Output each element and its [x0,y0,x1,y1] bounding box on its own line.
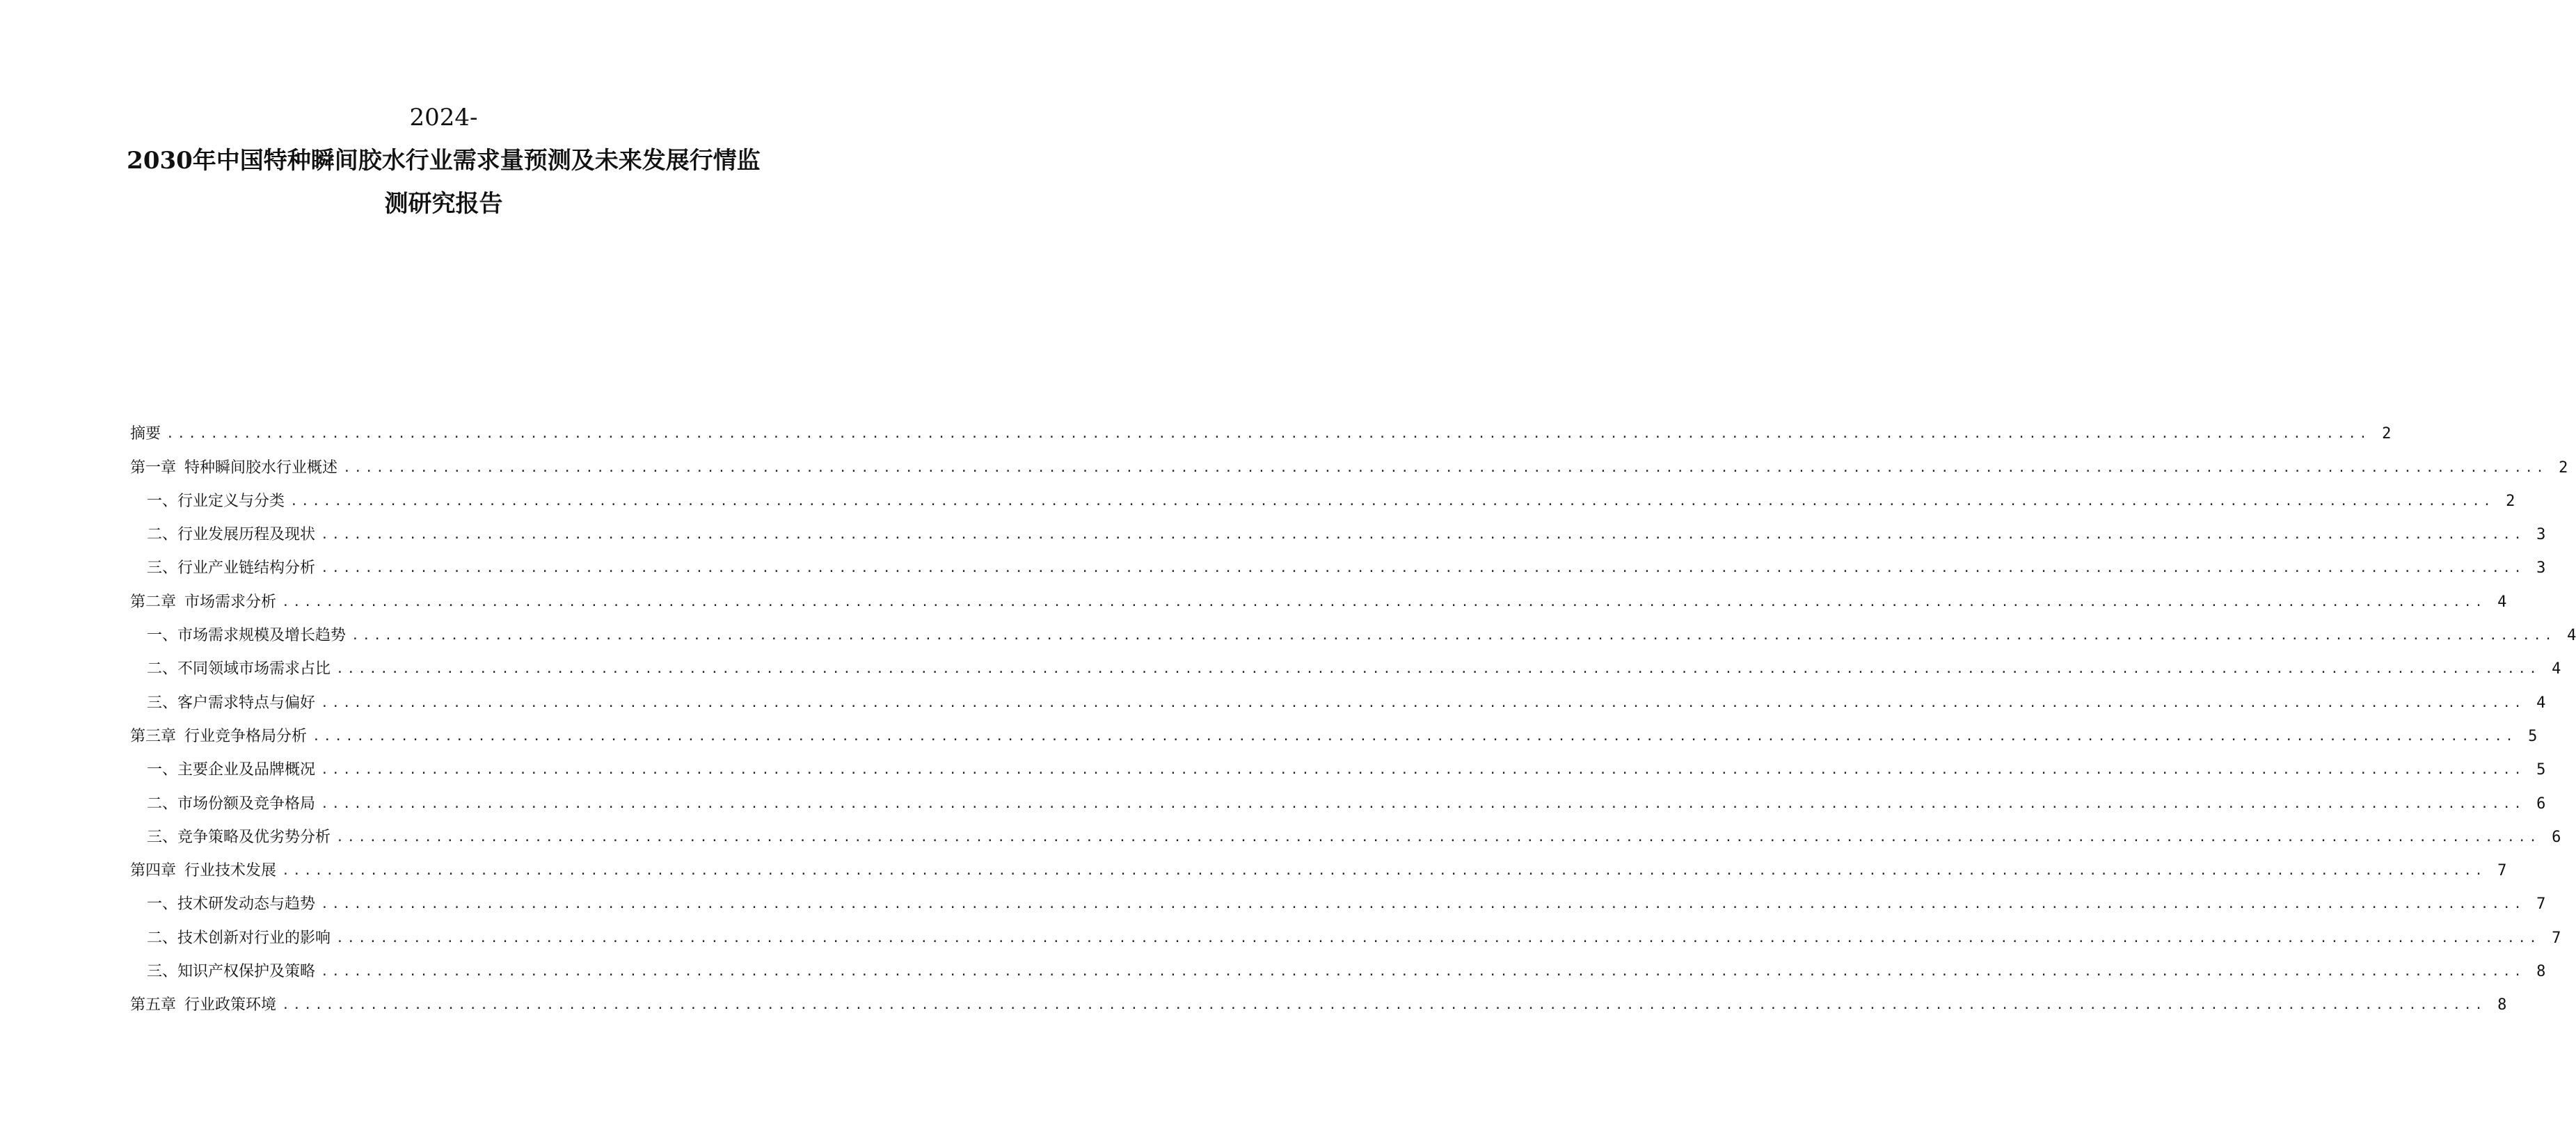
toc-dot-leader: ........................................................................................................................................................................................................ [282,863,2486,879]
toc-page-number: 6 [2536,795,2546,813]
toc-dot-leader: ........................................................................................................................................................................................................ [336,662,2541,677]
toc-dot-leader: ........................................................................................................................................................................................................ [321,527,2525,543]
toc-page-number: 5 [2528,727,2538,745]
toc-section-number: 二、 [147,660,178,678]
toc-entry[interactable] [130,949,2546,982]
toc-dot-leader: ........................................................................................................................................................................................................ [321,964,2525,980]
toc-chapter-number: 第四章 [130,862,177,880]
toc-entry[interactable] [130,512,2546,545]
document-title [0,96,887,225]
toc-entry[interactable] [130,680,2546,713]
toc-entry-label: 竞争策略及优劣势分析 [177,828,331,846]
toc-page-number: 3 [2536,559,2546,577]
toc-dot-leader: ........................................................................................................................................................................................................ [321,796,2525,811]
toc-entry[interactable] [130,747,2546,781]
toc-section-number: 二、 [147,795,178,813]
toc-entry-label: 行业发展历程及现状 [177,526,316,544]
toc-entry-label: 行业竞争格局分析 [184,727,308,745]
toc-dot-leader: ........................................................................................................................................................................................................ [290,493,2495,509]
toc-entry[interactable] [130,545,2546,579]
toc-section-number: 三、 [147,694,178,712]
toc-entry-label: 技术研发动态与趋势 [177,895,316,914]
toc-entry[interactable] [130,882,2546,915]
toc-entry[interactable] [130,445,2568,478]
toc-section-number: 三、 [147,963,178,981]
toc-page-number: 4 [2567,627,2576,645]
toc-dot-leader: ........................................................................................................................................................................................................ [312,728,2517,744]
toc-dot-leader: ........................................................................................................................................................................................................ [282,594,2486,609]
toc-section-number: 二、 [147,526,178,544]
toc-section-number: 一、 [147,895,178,914]
toc-entry-label: 市场需求规模及增长趋势 [177,627,347,645]
toc-entry[interactable] [130,915,2561,948]
toc-page-number: 6 [2552,828,2561,846]
toc-entry-label: 不同领域市场需求占比 [177,660,331,678]
title-line-1: 2024- [409,104,478,131]
toc-entry[interactable] [130,714,2538,747]
toc-entry[interactable] [130,781,2546,814]
toc-entry-label: 客户需求特点与偏好 [177,694,316,712]
toc-section-number: 三、 [147,828,178,846]
toc-page-number: 8 [2497,996,2507,1014]
toc-entry-label: 行业产业链结构分析 [177,559,316,577]
toc-entry-label: 特种瞬间胶水行业概述 [184,459,338,477]
toc-entry[interactable] [130,982,2507,1016]
toc-entry[interactable] [130,479,2515,512]
toc-chapter-number: 第五章 [130,996,177,1014]
toc-section-number: 二、 [147,929,178,947]
toc-dot-leader: ........................................................................................................................................................................................................ [166,426,2371,442]
toc-chapter-number: 第三章 [130,727,177,745]
toc-page-number: 4 [2497,593,2507,611]
toc-page-number: 7 [2497,862,2507,880]
toc-entry[interactable] [130,579,2507,612]
toc-page-number: 4 [2536,694,2546,712]
table-of-contents [130,411,2576,1016]
toc-page-number: 2 [2382,425,2392,443]
toc-entry-label: 摘要 [130,425,161,443]
toc-entry-label: 市场份额及竞争格局 [177,795,316,813]
toc-dot-leader: ........................................................................................................................................................................................................ [321,763,2525,778]
toc-dot-leader: ........................................................................................................................................................................................................ [351,628,2556,644]
toc-page-number: 3 [2536,526,2546,544]
toc-chapter-number: 第二章 [130,593,177,611]
toc-entry[interactable] [130,411,2392,445]
toc-section-number: 一、 [147,761,178,779]
toc-page-number: 4 [2552,660,2561,678]
toc-page-number: 5 [2536,761,2546,779]
toc-entry-label: 市场需求分析 [184,593,277,611]
toc-page-number: 7 [2552,929,2561,947]
toc-entry-label: 技术创新对行业的影响 [177,929,331,947]
toc-dot-leader: ........................................................................................................................................................................................................ [282,998,2486,1013]
toc-dot-leader: ........................................................................................................................................................................................................ [321,695,2525,710]
toc-section-number: 三、 [147,559,178,577]
toc-page-number: 7 [2536,895,2546,914]
toc-dot-leader: ........................................................................................................................................................................................................ [321,897,2525,912]
toc-page-number: 2 [2506,492,2515,510]
toc-entry-label: 主要企业及品牌概况 [177,761,316,779]
toc-section-number: 一、 [147,627,178,645]
toc-dot-leader: ........................................................................................................................................................................................................ [321,561,2525,576]
toc-page-number: 8 [2536,963,2546,981]
toc-entry[interactable] [130,646,2561,680]
toc-entry-label: 行业政策环境 [184,996,277,1014]
toc-dot-leader: ........................................................................................................................................................................................................ [336,829,2541,845]
toc-dot-leader: ........................................................................................................................................................................................................ [343,460,2547,475]
toc-chapter-number: 第一章 [130,459,177,477]
toc-entry-label: 行业技术发展 [184,862,277,880]
title-line-2: 2030年中国特种瞬间胶水行业需求量预测及未来发展行情监 [127,147,761,175]
title-line-3: 测研究报告 [384,190,503,218]
toc-entry[interactable] [130,848,2507,882]
toc-dot-leader: ........................................................................................................................................................................................................ [336,930,2541,946]
toc-section-number: 一、 [147,492,178,510]
toc-entry[interactable] [130,815,2561,848]
toc-entry[interactable] [130,613,2576,646]
toc-entry-label: 行业定义与分类 [177,492,285,510]
toc-page-number: 2 [2559,459,2568,477]
toc-entry-label: 知识产权保护及策略 [177,963,316,981]
